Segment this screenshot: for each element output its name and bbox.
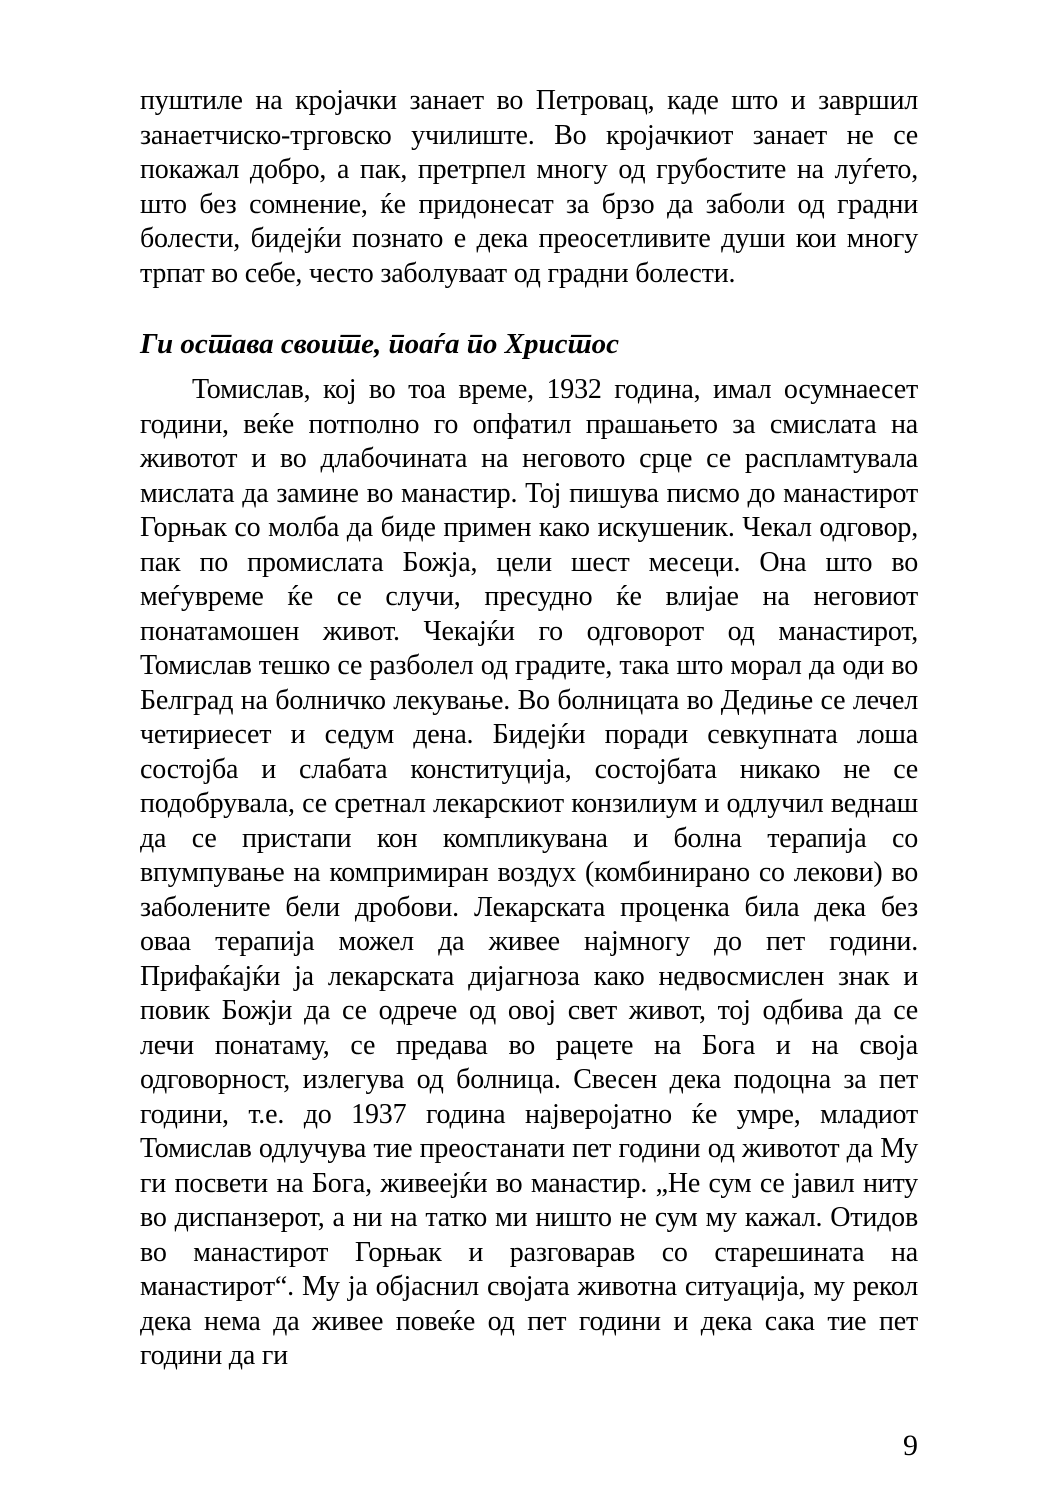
paragraph-main: Томислав, кој во тоа време, 1932 година, имал осумнаесет години, веќе потполно го опфатил прашањето за смислата на животот и во длабочината на неговото срце се распламтувала мислата да замине во манастир. Тој пишува писмо до манастирот Горњак со молба да биде примен како искушеник. Чекал одговор, пак по промислата Божја, цели шест месеци. Она што во меѓувреме ќе се случи, пресудно ќе влијае на неговиот понатамошен живот. Чекајќи го одговорот од манастирот, Томислав тешко се разболел од градите, така што морал да оди во Белград на болничко лекување. Во болницата во Дедиње се лечел четириесет и седум дена. Бидејќи поради севкупната лоша состојба и слабата конституција, состојбата никако не се подобрувала, се сретнал лекарскиот конзилиум и одлучил веднаш да се пристапи кон компликувана и болна терапија со впумпување на компримиран воздух (комбинирано со лекови) во заболените бели дробови. Лекарската проценка била дека без оваа терапија можел да живее најмногу до пет години. Прифаќајќи ја лекарската дијагноза како недвосмислен знак и повик Божји да се одрече од овој свет живот, тој одбива да се лечи понатаму, се предава во рацете на Бога и на своја одговорност, излегува од болница. Свесен дека подоцна за пет години, т.е. до 1937 година најверојатно ќе умре, младиот Томислав одлучува тие преостанати пет години од животот да Му ги посвети на Бога, живеејќи во манастир. „Не сум се јавил ниту во диспанзерот, а ни на татко ми ништо не сум му кажал. Отидов во манастирот Горњак и разговарав со старешината на манастирот“. Му ја објаснил својата животна ситуација, му рекол дека нема да живее повеќе од пет години и дека сака тие пет години да ги — [140, 374, 918, 1371]
section-heading: Ги остава своите, поаѓа по Христос — [140, 328, 620, 360]
paragraph-continuation: пуштиле на кројачки занает во Петровац, каде што и завршил занаетчиско-трговско училиште. Во кројачкиот занает не се покажал добро, а пак, претрпел многу од грубостите на луѓето, што без сомнение, ќе придонесат за брзо да заболи од градни болести, бидејќи познато е дека преосетливите души кои многу трпат во себе, често заболуваат од градни болести. — [140, 85, 918, 289]
text-block — [140, 84, 918, 1374]
page-number: 9 — [903, 1429, 918, 1462]
